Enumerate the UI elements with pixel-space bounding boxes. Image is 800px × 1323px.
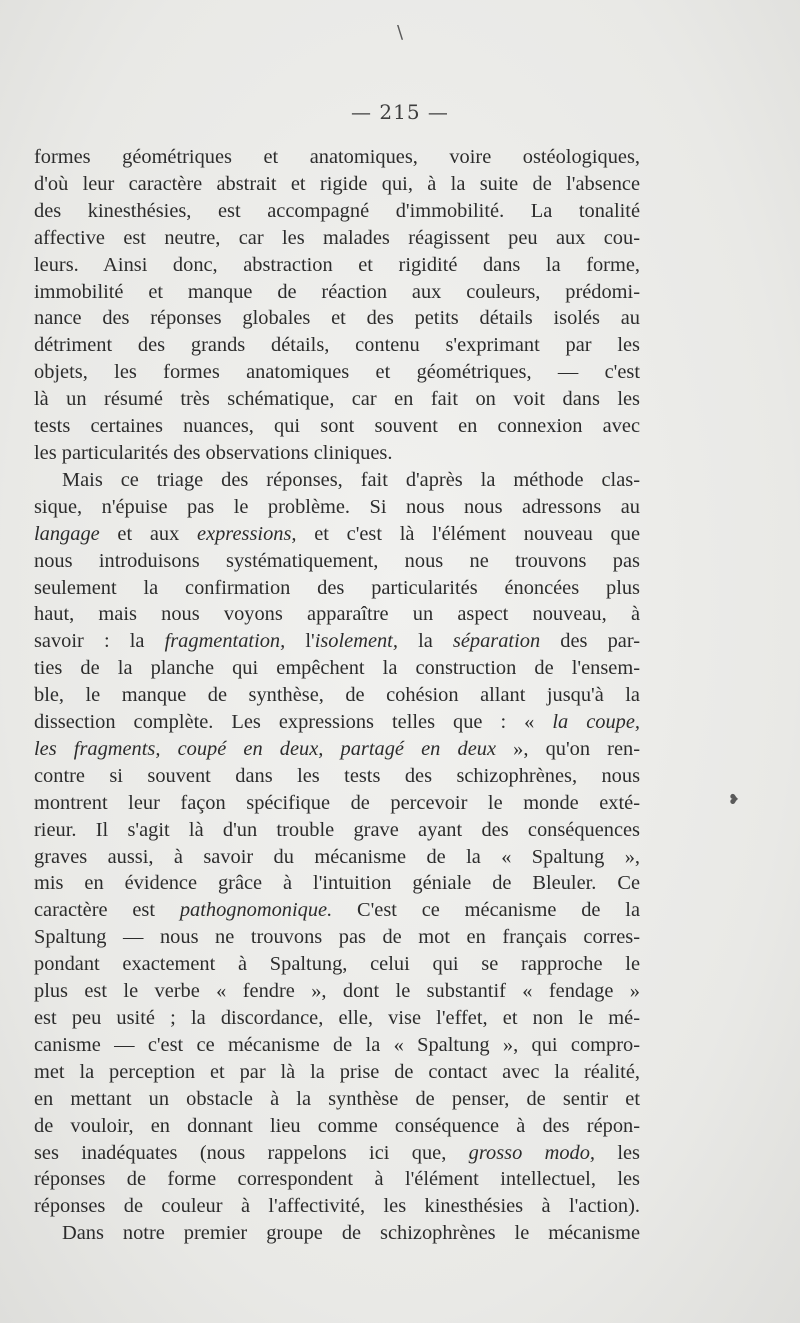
text-run: les	[595, 1141, 640, 1164]
italic-term: grosso modo,	[468, 1141, 596, 1164]
text-line: graves aussi, à savoir du mécanisme de la « Spaltung »,	[34, 845, 640, 868]
text-line: mis en évidence grâce à l'intuition géniale de Bleuler. Ce	[34, 872, 640, 895]
text-line: nance des réponses globales et des petits détails isolés au	[34, 307, 640, 330]
text-line: est peu usité ; la discordance, elle, vise l'effet, et non le mé-	[34, 1007, 640, 1029]
text-line: en mettant un obstacle à la synthèse de penser, de sentir et	[34, 1087, 640, 1110]
text-run: C'est ce mécanisme de la	[332, 899, 640, 922]
text-line: haut, mais nous voyons apparaître un aspect nouveau, à	[34, 603, 640, 626]
text-line: seulement la confirmation des particularités énoncées plus	[34, 576, 640, 599]
paragraph-3	[34, 1220, 640, 1247]
text-line: rieur. Il s'agit là d'un trouble grave ayant des conséquences	[34, 818, 640, 841]
text-line: nous introduisons systématiquement, nous ne trouvons pas	[34, 549, 640, 572]
text-line: là un résumé très schématique, car en fait on voit dans les	[34, 388, 640, 411]
italic-term: séparation	[452, 630, 541, 653]
text-line: réponses de couleur à l'affectivité, les kinesthésies à l'action).	[34, 1195, 640, 1218]
text-line: Dans notre premier groupe de schizophrènes le mécanisme	[62, 1222, 640, 1245]
text-line	[34, 709, 640, 736]
text-line	[34, 897, 640, 924]
text-line: détriment des grands détails, contenu s'exprimant par les	[34, 334, 640, 357]
text-run: ses inadéquates (nous rappelons ici que,	[34, 1141, 469, 1164]
text-line: formes géométriques et anatomiques, voire ostéologiques,	[34, 146, 640, 168]
body-text	[34, 144, 640, 1247]
paragraph-2	[34, 467, 640, 1220]
ink-mark-icon: \	[397, 22, 404, 43]
text-line	[34, 1140, 640, 1167]
italic-term: expressions,	[197, 522, 297, 545]
text-run: la	[397, 630, 453, 653]
italic-term: la coupe,	[552, 711, 640, 734]
text-line: canisme — c'est ce mécanisme de la « Spaltung », qui compro-	[34, 1033, 640, 1056]
text-run: et aux	[99, 522, 198, 545]
text-line: immobilité et manque de réaction aux couleurs, prédomi-	[34, 280, 640, 303]
italic-term: fragmentation,	[164, 630, 286, 653]
text-line: ties de la planche qui empêchent la construction de l'ensem-	[34, 657, 640, 680]
text-line: de vouloir, en donnant lieu comme conséquence à des répon-	[34, 1114, 640, 1137]
text-line: plus est le verbe « fendre », dont le substantif « fendage »	[34, 980, 640, 1003]
text-run: », qu'on ren-	[496, 737, 640, 760]
text-line	[34, 628, 640, 655]
text-run: dissection complète. Les expressions telles que : «	[34, 711, 553, 734]
text-line: Mais ce triage des réponses, fait d'après la méthode clas-	[62, 468, 640, 491]
italic-term: les fragments, coupé en deux, partagé en deux	[34, 737, 496, 760]
text-line: affective est neutre, car les malades réagissent peu aux cou-	[34, 226, 640, 249]
text-run: savoir : la	[34, 630, 165, 653]
text-run: caractère est	[34, 899, 180, 922]
text-line: leurs. Ainsi donc, abstraction et rigidité dans la forme,	[34, 253, 640, 276]
text-line: contre si souvent dans les tests des schizophrènes, nous	[34, 764, 640, 787]
text-run: l'	[285, 630, 315, 653]
italic-term: langage	[34, 522, 100, 545]
text-line: pondant exactement à Spaltung, celui qui se rapproche le	[34, 953, 640, 976]
text-run: des par-	[540, 630, 640, 653]
margin-mark-icon: ❥	[728, 792, 740, 808]
text-line: réponses de forme correspondent à l'élément intellectuel, les	[34, 1168, 640, 1191]
text-line: objets, les formes anatomiques et géométriques, — c'est	[34, 361, 640, 384]
text-line	[34, 736, 640, 763]
text-line: ble, le manque de synthèse, de cohésion allant jusqu'à la	[34, 684, 640, 707]
text-line: met la perception et par là la prise de contact avec la réalité,	[34, 1060, 640, 1083]
page-number: — 215 —	[351, 100, 449, 124]
text-line: Spaltung — nous ne trouvons pas de mot en français corres-	[34, 926, 640, 949]
text-line: des kinesthésies, est accompagné d'immobilité. La tonalité	[34, 199, 640, 222]
italic-term: pathognomonique.	[179, 899, 333, 922]
text-run: et c'est là l'élément nouveau que	[296, 522, 640, 545]
text-line: sique, n'épuise pas le problème. Si nous nous adressons au	[34, 495, 640, 518]
text-line: d'où leur caractère abstrait et rigide qui, à la suite de l'absence	[34, 172, 640, 195]
text-line	[34, 521, 640, 548]
paragraph-1	[34, 144, 640, 467]
text-line: tests certaines nuances, qui sont souvent en connexion avec	[34, 415, 640, 438]
text-line: les particularités des observations cliniques.	[34, 441, 393, 464]
text-line: montrent leur façon spécifique de percevoir le monde exté-	[34, 791, 640, 814]
italic-term: isolement,	[314, 630, 398, 653]
